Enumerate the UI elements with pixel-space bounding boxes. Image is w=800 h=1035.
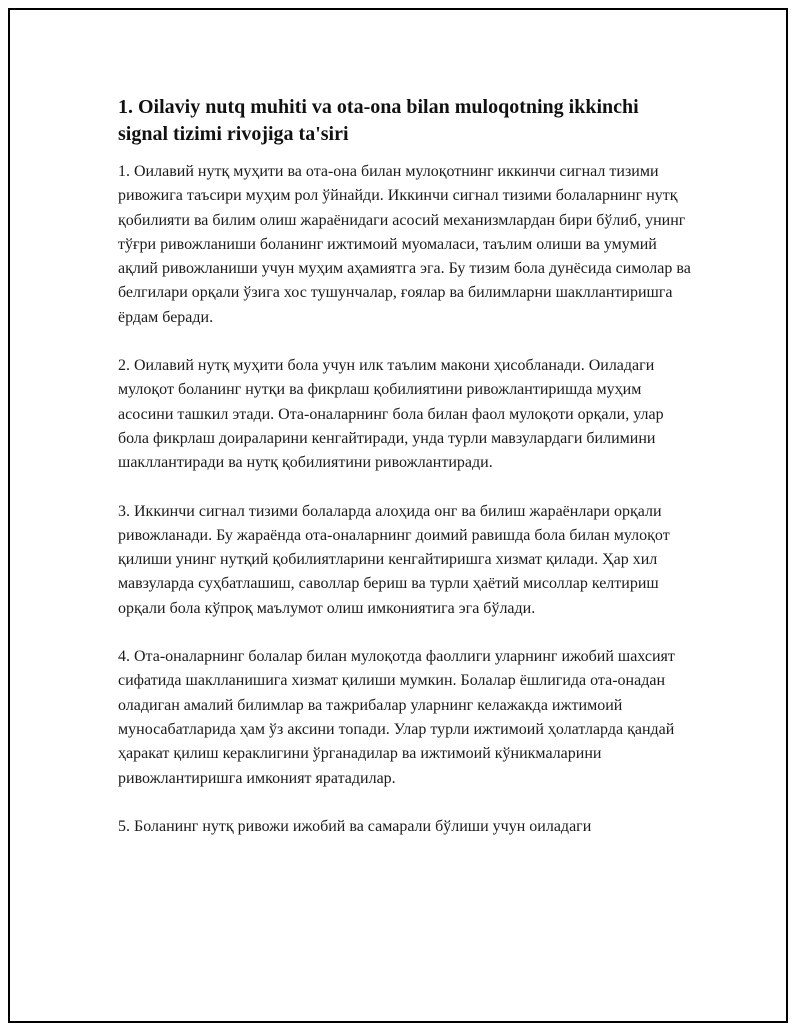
document-body bbox=[118, 94, 693, 863]
paragraph-5: 5. Боланинг нутқ ривожи ижобий ва самарали бўлиши учун оиладаги bbox=[118, 817, 592, 835]
paragraph-4: 4. Ота-оналарнинг болалар билан мулоқотда фаоллиги уларнинг ижобий шахсият сифатида шаклланишига хизмат қилиши мумкин. Болалар ёшлигида ота-онадан оладиган амалий билимлар ва тажрибалар уларнинг келажакда ижтимоий муносабатларида ҳам ўз аксини топади. Улар турли ижтимоий ҳолатларда қандай ҳаракат қилиш кераклигини ўрганадилар ва ижтимоий кўникмаларини ривожлантиришга имконият яратадилар. bbox=[118, 648, 675, 787]
document-title: 1. Oilaviy nutq muhiti va ota-ona bilan muloqotning ikkinchi signal tizimi rivojiga ta'siri bbox=[118, 96, 639, 145]
paragraph-3: 3. Иккинчи сигнал тизими болаларда алоҳида онг ва билиш жараёнлари орқали ривожланади. Бу жараёнда ота-оналарнинг доимий равишда бола билан мулоқот қилиши унинг нутқий қобилиятларини кенгайтиришга хизмат қилади. Ҳар хил мавзуларда суҳбатлашиш, саволлар бериш ва турли ҳаётий мисоллар келтириш орқали бола кўпроқ маълумот олиш имкониятига эга бўлади. bbox=[118, 502, 670, 617]
paragraph-2: 2. Оилавий нутқ муҳити бола учун илк таълим макони ҳисобланади. Оиладаги мулоқот боланинг нутқи ва фикрлаш қобилиятини ривожлантиришда муҳим асосини ташкил этади. Ота-оналарнинг бола билан фаол мулоқоти орқали, улар бола фикрлаш доираларини кенгайтиради, унда турли мавзулардаги билимини шакллантиради ва нутқ қобилиятини ривожлантиради. bbox=[118, 357, 664, 472]
paragraph-1: 1. Оилавий нутқ муҳити ва ота-она билан мулоқотнинг иккинчи сигнал тизими ривожига таъсири муҳим рол ўйнайди. Иккинчи сигнал тизими болаларнинг нутқ қобилияти ва билим олиш жараёнидаги асосий механизмлардан бири бўлиб, унинг тўғри ривожланиши боланинг ижтимоий муомаласи, таълим олиши ва умумий ақлий ривожланиши учун муҳим аҳамиятга эга. Бу тизим бола дунёсида симолар ва белгилари орқали ўзига хос тушунчалар, ғоялар ва билимларни шакллантиришга ёрдам беради. bbox=[118, 163, 691, 326]
